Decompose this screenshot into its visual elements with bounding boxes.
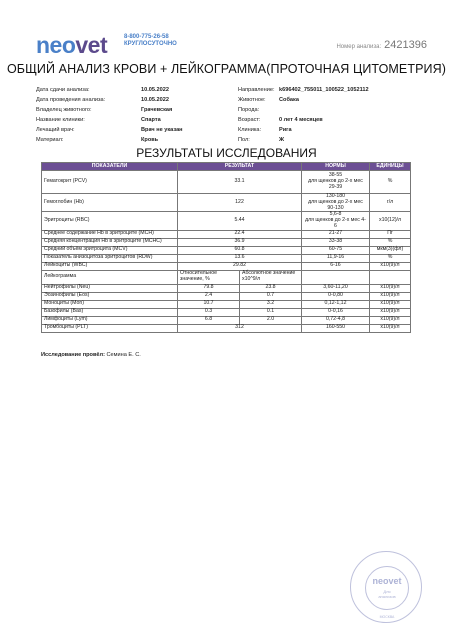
cell-name: Эозинофилы (Eos) [42,292,178,300]
cell-unit: % [370,238,411,246]
table-row: Тромбоциты (PLT) 312 160-550 x10(9)/л [42,324,411,332]
table-row [42,246,411,254]
cell-unit: % [370,254,411,262]
phone-note: КРУГЛОСУТОЧНО [124,41,177,47]
cell-name: Нейтрофилы (Neu) [42,284,178,292]
table-row [42,316,411,324]
cell-norm: 33-38 [302,238,370,246]
cell-abs: 0.7 [240,292,302,300]
leuko-rel-header: Относительное значение, % [178,270,240,284]
cell-rel: 2.4 [178,292,240,300]
cell-name: Эритроциты (RBC) [42,212,178,230]
results-table [41,162,411,333]
clinic-stamp: neovet Для анализов МОСКВА [350,551,422,623]
cell-result: 60.8 [178,246,302,254]
cell-norm: 0-0,80 [302,292,370,300]
cell-norm: 60-75 [302,246,370,254]
cell-rel: 10.7 [178,300,240,308]
cell-result: 22.4 [178,230,302,238]
cell-norm: 0,72-4,8 [302,316,370,324]
cell-result: 5.44 [178,212,302,230]
cell-unit: % [370,171,411,194]
cell-norm: 0,12-1,12 [302,300,370,308]
cell-result: 33.1 [178,171,302,194]
results-subtitle: РЕЗУЛЬТАТЫ ИССЛЕДОВАНИЯ [136,146,317,160]
leuko-header-row [42,270,411,284]
cell-norm: 11,9-16 [302,254,370,262]
cell-unit: x10(9)/л [370,300,411,308]
cell-unit: x10(12)/л [370,212,411,230]
cell-name: Средний объём эритроцита (MCV) [42,246,178,254]
col-result: РЕЗУЛЬТАТ [178,163,302,171]
cell-abs: 2.0 [240,316,302,324]
cell-name: Лейкоциты (WBC) [42,262,178,270]
cell-name: Моноциты (Mon) [42,300,178,308]
table-row [42,254,411,262]
cell-abs: 3.2 [240,300,302,308]
table-row [42,230,411,238]
table-row [42,171,411,194]
cell-unit: мкм(3)(фл) [370,246,411,254]
cell-name: Среднее содержание Hb в эритроците (MCH) [42,230,178,238]
table-row [42,308,411,316]
cell-unit: x10(9)/л [370,316,411,324]
analysis-number: Номер анализа: 2421396 [336,39,427,51]
phone-block [124,34,177,48]
cell-norm: 0-0,16 [302,308,370,316]
table-row [42,212,411,230]
cell-unit: г/л [370,194,411,212]
cell-result: 36.9 [178,238,302,246]
cell-norm: 5,6-8 для щенков до 2-х мес 4-6 [302,212,370,230]
col-indicator: ПОКАЗАТЕЛИ [42,163,178,171]
cell-norm: 6-16 [302,262,370,270]
info-left: Дата сдачи анализа: 10.05.2022 Дата проведения анализа: 10.05.2022 Владелец животного: Грачевская Название клиники: Спарта Лечащий врач: Врач не указан Материал: Кровь [36,87,183,144]
cell-abs: 23.8 [240,284,302,292]
cell-norm: 38-55 для щенков до 2-х мес 29-39 [302,171,370,194]
cell-norm: 21-27 [302,230,370,238]
info-right: Направление: k696402_755011_100522_1052112 Животное: Собака Порода: Возраст: 0 лет 4 месяцев Клиника: Рига Пол: Ж [238,87,369,144]
cell-unit: Пг [370,230,411,238]
performed-by: Исследование провёл: Семина Е. С. [41,352,141,358]
cell-unit: x10(9)/л [370,284,411,292]
cell-name: Средняя концентрация Hb в эритроците (MCHC) [42,238,178,246]
cell-result: 13.6 [178,254,302,262]
cell-rel: 0.3 [178,308,240,316]
cell-result: 122 [178,194,302,212]
phone-number[interactable]: 8-800-775-26-58 [124,34,169,40]
col-unit: ЕДИНИЦЫ [370,163,411,171]
cell-norm: 3,60-11,20 [302,284,370,292]
cell-rel: 6.8 [178,316,240,324]
leuko-abs-header: Абсолютное значение х10^9/л [240,270,302,284]
cell-unit: x10(9)/л [370,292,411,300]
cell-norm: 130-180 для щенков до 2-х мес 90-130 [302,194,370,212]
cell-name: Гемоглобин (Hb) [42,194,178,212]
table-row [42,194,411,212]
page-title: ОБЩИЙ АНАЛИЗ КРОВИ + ЛЕЙКОГРАММА(ПРОТОЧНАЯ ЦИТОМЕТРИЯ) [6,62,447,76]
col-norm: НОРМЫ [302,163,370,171]
table-row [42,262,411,270]
leuko-label: Лейкограмма [42,270,178,284]
table-row [42,284,411,292]
cell-result: 29.82 [178,262,302,270]
cell-name: Показатель анизоцитоза эритроцитов (RDW) [42,254,178,262]
cell-name: Гематокрит (PCV) [42,171,178,194]
cell-abs: 0.1 [240,308,302,316]
cell-name: Базофилы (Bas) [42,308,178,316]
table-row [42,300,411,308]
neovet-logo: neovet [36,31,108,58]
cell-name: Лимфоциты (Lym) [42,316,178,324]
cell-unit: x10(9)/л [370,308,411,316]
cell-rel: 79.8 [178,284,240,292]
cell-unit: x10(9)/л [370,262,411,270]
table-row [42,292,411,300]
